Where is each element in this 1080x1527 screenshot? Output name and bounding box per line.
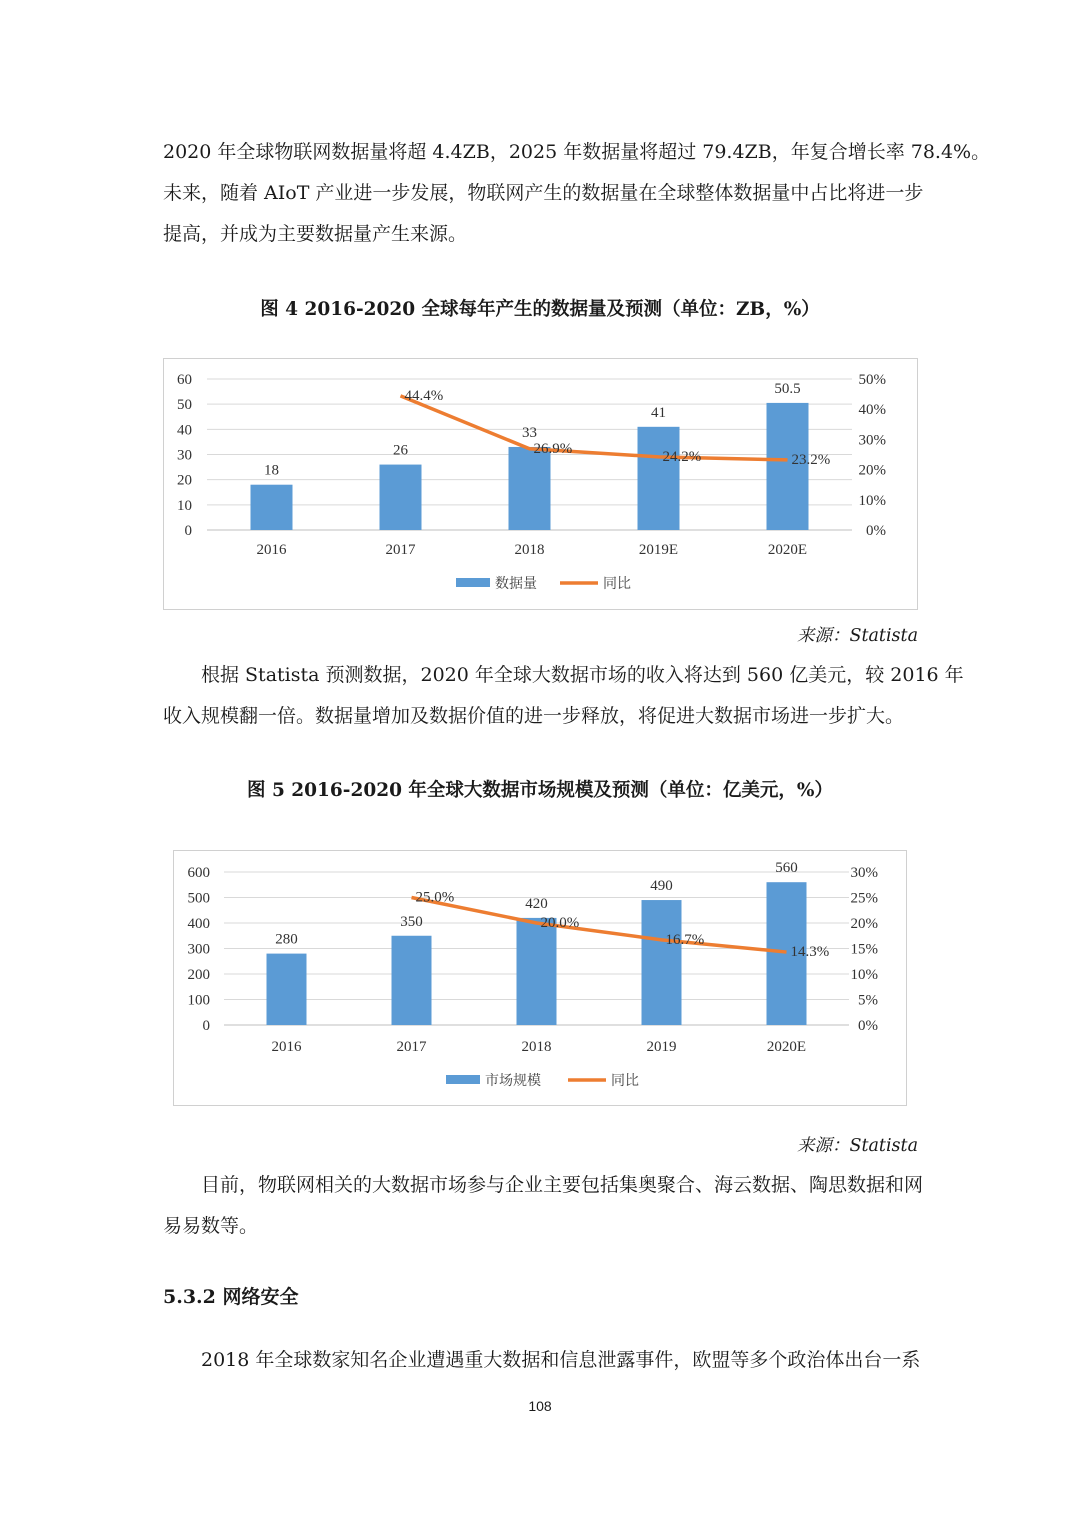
text-line: 易易数等。 bbox=[163, 1215, 259, 1237]
line-data-label: 14.3% bbox=[790, 944, 830, 961]
y-tick-label: 600 bbox=[187, 865, 210, 881]
x-tick-label: 2019E bbox=[638, 542, 679, 558]
y-tick-label: 50 bbox=[177, 397, 192, 414]
section-heading: 5.3.2 网络安全 bbox=[163, 1286, 299, 1308]
line-data-label: 26.9% bbox=[533, 440, 573, 457]
page-number: 108 bbox=[528, 1398, 552, 1414]
bar bbox=[380, 465, 422, 530]
text-line: 2018 年全球数家知名企业遭遇重大数据和信息泄露事件，欧盟等多个政治体出台一系 bbox=[201, 1349, 921, 1371]
security-paragraph bbox=[163, 1340, 919, 1381]
line-data-label: 44.4% bbox=[404, 387, 444, 404]
x-tick-label: 2020E bbox=[766, 1039, 807, 1055]
line-data-label: 25.0% bbox=[415, 889, 455, 906]
y2-tick-label: 5% bbox=[858, 992, 878, 1009]
bar-data-label: 490 bbox=[650, 878, 673, 895]
y2-tick-label: 0% bbox=[858, 1018, 878, 1034]
x-tick-label: 2016 bbox=[256, 542, 287, 558]
bar bbox=[642, 900, 682, 1025]
source-note-1: 来源：Statista bbox=[796, 626, 918, 646]
y-tick-label: 20 bbox=[177, 472, 192, 489]
text-line: 未来，随着 AIoT 产业进一步发展，物联网产生的数据量在全球整体数据量中占比将进一步 bbox=[163, 182, 924, 204]
y-tick-label: 300 bbox=[187, 941, 210, 958]
y2-tick-label: 40% bbox=[858, 402, 886, 419]
statista-paragraph bbox=[163, 655, 964, 737]
text-line: 收入规模翻一倍。数据量增加及数据价值的进一步释放，将促进大数据市场进一步扩大。 bbox=[163, 705, 905, 727]
y2-tick-label: 30% bbox=[858, 432, 886, 449]
y-tick-label: 60 bbox=[177, 372, 192, 388]
chart-market-size-svg bbox=[174, 851, 906, 1105]
legend-bar-swatch bbox=[446, 1075, 480, 1084]
legend-line-label: 同比 bbox=[611, 1073, 639, 1089]
y2-tick-label: 30% bbox=[850, 865, 878, 881]
bar-data-label: 18 bbox=[264, 462, 279, 479]
intro-paragraph bbox=[163, 132, 991, 255]
bar bbox=[251, 485, 293, 530]
yoy-line bbox=[401, 396, 788, 460]
x-tick-label: 2016 bbox=[271, 1039, 302, 1055]
legend-bar-swatch bbox=[456, 578, 490, 587]
text-line: 提高，并成为主要数据量产生来源。 bbox=[163, 223, 468, 245]
text-line: 目前，物联网相关的大数据市场参与企业主要包括集奥聚合、海云数据、陶思数据和网 bbox=[201, 1174, 924, 1196]
y-tick-label: 200 bbox=[187, 967, 210, 983]
figure-5-caption: 图 5 2016-2020 年全球大数据市场规模及预测（单位：亿美元，%） bbox=[247, 780, 833, 801]
y2-tick-label: 15% bbox=[850, 941, 878, 958]
x-tick-label: 2017 bbox=[385, 542, 416, 558]
y2-tick-label: 25% bbox=[850, 890, 878, 907]
companies-paragraph bbox=[163, 1165, 924, 1247]
bar-data-label: 350 bbox=[400, 913, 423, 930]
bar-data-label: 560 bbox=[775, 860, 798, 877]
y-tick-label: 0 bbox=[202, 1018, 210, 1034]
y2-tick-label: 0% bbox=[866, 523, 886, 539]
x-tick-label: 2018 bbox=[521, 1039, 552, 1055]
y2-tick-label: 10% bbox=[850, 967, 878, 983]
y2-tick-label: 20% bbox=[858, 462, 886, 479]
legend-bar-label: 市场规模 bbox=[485, 1073, 541, 1089]
text-line: 2020 年全球物联网数据量将超 4.4ZB，2025 年数据量将超过 79.4ZB，年复合增长率 78.4%。 bbox=[163, 141, 991, 163]
bar bbox=[509, 447, 551, 530]
y2-tick-label: 50% bbox=[858, 372, 886, 388]
bar bbox=[267, 954, 307, 1025]
bar-data-label: 420 bbox=[525, 895, 548, 912]
chart-data-volume-svg bbox=[164, 359, 917, 609]
y-tick-label: 10 bbox=[177, 497, 192, 514]
y-tick-label: 100 bbox=[187, 992, 210, 1009]
bar-data-label: 41 bbox=[651, 404, 666, 421]
chart-market-size bbox=[173, 850, 907, 1106]
x-tick-label: 2020E bbox=[767, 542, 808, 558]
bar-data-label: 26 bbox=[393, 442, 408, 459]
y-tick-label: 400 bbox=[187, 916, 210, 932]
figure-4-caption: 图 4 2016-2020 全球每年产生的数据量及预测（单位：ZB，%） bbox=[260, 299, 820, 320]
line-data-label: 23.2% bbox=[791, 451, 831, 468]
line-data-label: 24.2% bbox=[662, 448, 702, 465]
line-data-label: 16.7% bbox=[665, 931, 705, 948]
bar-data-label: 50.5 bbox=[774, 380, 801, 397]
bar bbox=[392, 936, 432, 1025]
chart-data-volume bbox=[163, 358, 918, 610]
text-line: 根据 Statista 预测数据，2020 年全球大数据市场的收入将达到 560 亿美元，较 2016 年 bbox=[201, 664, 964, 686]
legend-bar-label: 数据量 bbox=[495, 576, 537, 592]
bar-data-label: 280 bbox=[275, 931, 298, 948]
bar bbox=[638, 427, 680, 530]
source-note-2: 来源：Statista bbox=[796, 1136, 918, 1156]
bar-data-label: 33 bbox=[522, 424, 537, 441]
line-data-label: 20.0% bbox=[540, 915, 580, 931]
x-tick-label: 2019 bbox=[646, 1039, 677, 1055]
y-tick-label: 0 bbox=[184, 523, 192, 539]
y-tick-label: 500 bbox=[187, 890, 210, 907]
bar bbox=[517, 918, 557, 1025]
legend-line-label: 同比 bbox=[603, 576, 631, 592]
y2-tick-label: 10% bbox=[858, 492, 886, 509]
y2-tick-label: 20% bbox=[850, 916, 878, 932]
y-tick-label: 40 bbox=[177, 422, 192, 439]
y-tick-label: 30 bbox=[177, 447, 192, 464]
x-tick-label: 2017 bbox=[396, 1039, 427, 1055]
x-tick-label: 2018 bbox=[514, 542, 545, 558]
